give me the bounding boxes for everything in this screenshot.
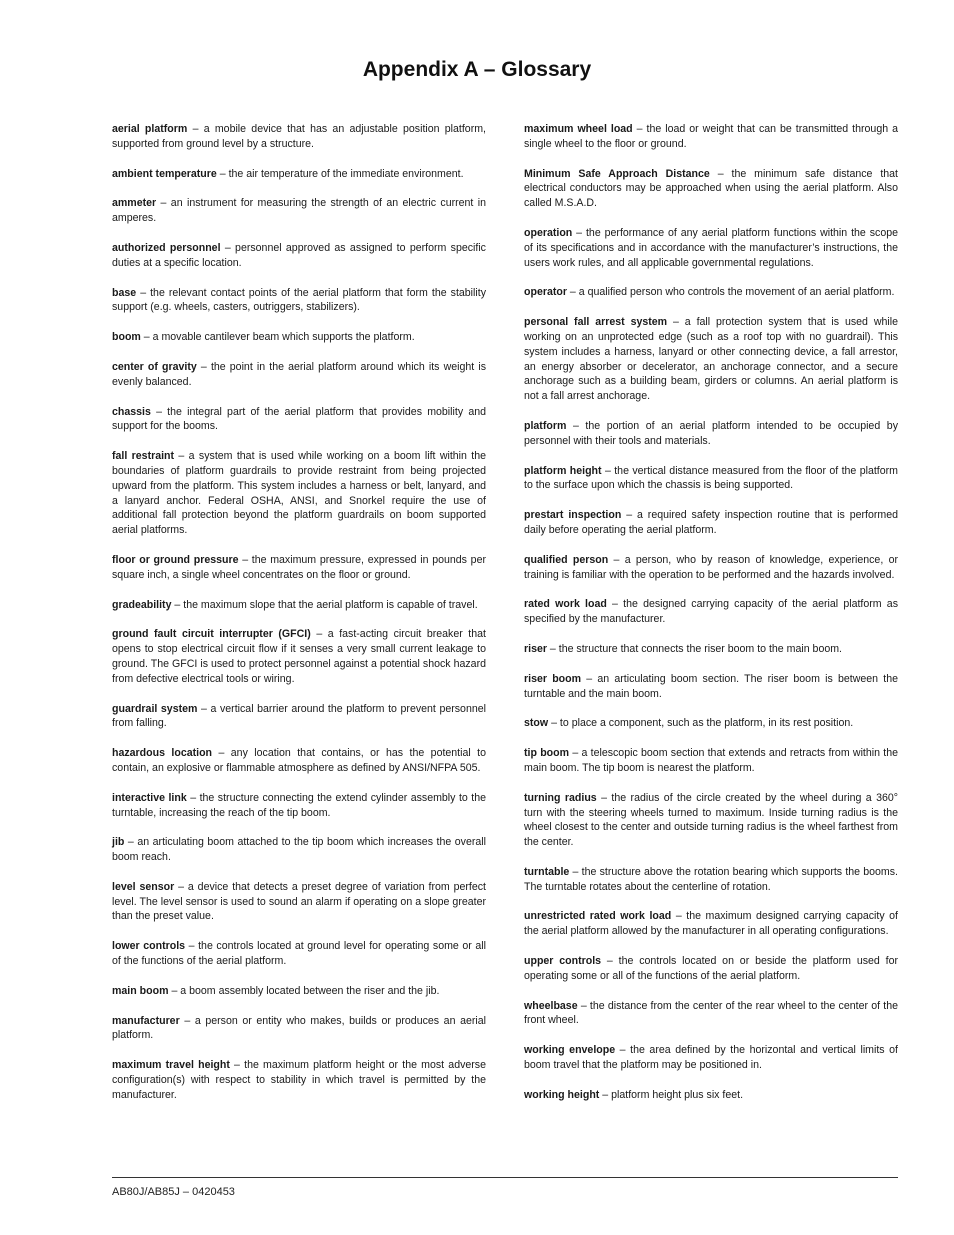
glossary-term: floor or ground pressure [112, 553, 239, 566]
glossary-definition: – platform height plus six feet. [599, 1088, 744, 1101]
glossary-definition: – the structure connecting the extend cylinder assembly to the turntable, increasing the reach of the tip boom. [112, 791, 486, 819]
glossary-entry [524, 464, 898, 494]
glossary-entry [524, 226, 898, 270]
glossary-left-column [112, 122, 486, 1118]
glossary-entry [112, 330, 486, 345]
glossary-entry [112, 1058, 486, 1102]
glossary-term: operation [524, 226, 573, 239]
glossary-term: maximum travel height [112, 1059, 230, 1072]
glossary-term: lower controls [112, 940, 186, 953]
glossary-definition: – a person or entity who makes, builds or produces an aerial platform. [112, 1014, 486, 1042]
glossary-entry [112, 122, 486, 152]
glossary-entry [524, 954, 898, 984]
glossary-definition: – the integral part of the aerial platform that provides mobility and support for the booms. [112, 405, 486, 433]
glossary-definition: – the controls located on or beside the platform used for operating some or all of the functions of the aerial platform. [524, 955, 899, 982]
glossary-definition: – the relevant contact points of the aerial platform that form the stability support (e.g. wheels, casters, outriggers, stabilizers). [112, 286, 486, 314]
glossary-entry [112, 880, 486, 924]
glossary-definition: – the maximum pressure, expressed in pounds per square inch, a single wheel concentrates on the floor or ground. [112, 553, 486, 581]
glossary-term: tip boom [524, 747, 570, 760]
glossary-term: ambient temperature [112, 167, 217, 180]
glossary-entry [524, 122, 898, 152]
glossary-definition: – an instrument for measuring the strength of an electric current in amperes. [112, 197, 486, 225]
glossary-entry [524, 642, 898, 657]
glossary-definition: – a system that is used while working on a boom lift within the boundaries of platform guardrails to provide restraint from being projected upward from the platform. This system includes a harness or belt, lanyard, and a lanyard anchor. Federal OSHA, ANSI, and Snorkel require the use of additional fall protection beyond the platform guardrails on boom supported aerial platforms. [112, 450, 486, 537]
glossary-entry [112, 405, 486, 435]
glossary-definition: – the maximum designed carrying capacity of the aerial platform allowed by the manufacturer in all operating configurations. [524, 910, 898, 938]
glossary-definition: – a person, who by reason of knowledge, experience, or training is familiar with the operation to be performed and the hazards involved. [524, 553, 898, 581]
glossary-entry [112, 196, 486, 226]
glossary-entry [112, 553, 486, 583]
glossary-entry [524, 909, 898, 939]
glossary-definition: – the minimum safe distance that electrical conductors may be approached when using the aerial platform. Also called M.S.A.D. [524, 167, 898, 210]
glossary-term: guardrail system [112, 702, 198, 715]
glossary-definition: – the vertical distance measured from the floor of the platform to the surface upon which the chassis is being supported. [524, 464, 898, 492]
glossary-term: gradeability [112, 598, 172, 611]
footer-divider [112, 1177, 898, 1178]
glossary-term: riser boom [524, 672, 582, 685]
glossary-term: Minimum Safe Approach Distance [524, 167, 710, 180]
glossary-definition: – a movable cantilever beam which supports the platform. [140, 331, 415, 344]
glossary-definition: – the air temperature of the immediate environment. [216, 167, 464, 180]
glossary-definition: – a boom assembly located between the riser and the jib. [168, 984, 440, 997]
glossary-definition: – a device that detects a preset degree of variation from perfect level. The level sensor is used to sound an alarm if operating on a slope greater than the preset value. [112, 880, 486, 923]
glossary-term: upper controls [524, 955, 602, 968]
glossary-entry [524, 672, 898, 702]
glossary-entry [112, 449, 486, 538]
glossary-entry [112, 241, 486, 271]
glossary-term: personal fall arrest system [524, 316, 668, 329]
glossary-entry [524, 167, 898, 211]
glossary-entry [112, 598, 486, 613]
glossary-entry [524, 315, 898, 404]
glossary-entry [524, 419, 898, 449]
glossary-definition: – the maximum slope that the aerial platform is capable of travel. [171, 598, 478, 611]
glossary-definition: – the area defined by the horizontal and vertical limits of boom travel that the platform may be positioned in. [524, 1044, 898, 1072]
glossary-term: chassis [112, 405, 151, 418]
glossary-term: ground fault circuit interrupter (GFCI) [112, 628, 311, 641]
glossary-definition: – the structure above the rotation bearing which supports the booms. The turntable rotates about the centerline of rotation. [524, 865, 898, 893]
glossary-definition: – a telescopic boom section that extends and retracts from within the main boom. The tip boom is nearest the platform. [524, 747, 898, 774]
glossary-term: boom [112, 331, 141, 344]
glossary-definition: – a required safety inspection routine that is performed daily before operating the aerial platform. [524, 509, 898, 536]
glossary-entry [524, 1043, 898, 1073]
glossary-term: operator [524, 286, 567, 299]
glossary-entry [524, 1088, 898, 1103]
glossary-term: interactive link [112, 791, 187, 804]
glossary-entry [524, 999, 898, 1029]
glossary-entry [112, 286, 486, 316]
glossary-definition: – any location that contains, or has the potential to contain, an explosive or flammable atmosphere as defined by ANSI/NFPA 505. [112, 747, 486, 774]
glossary-definition: – a fast-acting circuit breaker that opens to stop electrical circuit flow if it senses a very small current leakage to ground. The GFCI is used to protect personnel against a potential shock hazard from defective electrical tools or wiring. [112, 628, 486, 685]
glossary-entry [524, 285, 898, 300]
glossary-definition: – the maximum platform height or the most adverse configuration(s) with respect to stability in which travel is permitted by the manufacturer. [112, 1059, 486, 1101]
glossary-entry [112, 360, 486, 390]
glossary-definition: – to place a component, such as the platform, in its rest position. [548, 717, 854, 730]
glossary-term: rated work load [524, 598, 607, 611]
glossary-entry [112, 939, 486, 969]
glossary-entry [112, 167, 486, 182]
glossary-definition: – the performance of any aerial platform functions within the scope of its specifications and in accordance with the manufacturer’s instructions, the users work rules, and all applicable governmental regulations. [524, 226, 898, 269]
glossary-term: aerial platform [112, 123, 188, 135]
glossary-term: stow [524, 717, 549, 730]
glossary-definition: – a mobile device that has an adjustable position platform, supported from ground level by a structure. [112, 123, 486, 150]
glossary-term: authorized personnel [112, 241, 221, 254]
glossary-term: base [112, 286, 137, 299]
glossary-definition: – a qualified person who controls the movement of an aerial platform. [566, 286, 895, 299]
glossary-term: manufacturer [112, 1014, 180, 1027]
glossary-term: riser [524, 642, 547, 655]
glossary-term: platform [524, 419, 567, 432]
glossary-term: jib [112, 836, 125, 849]
glossary-term: prestart inspection [524, 509, 622, 522]
glossary-entry [524, 791, 898, 850]
glossary-term: ammeter [112, 197, 157, 210]
glossary-entry [112, 627, 486, 686]
glossary-term: working envelope [524, 1044, 616, 1057]
glossary-entry [112, 835, 486, 865]
glossary-definition: – the distance from the center of the rear wheel to the center of the front wheel. [524, 999, 898, 1027]
page-title: Appendix A – Glossary [362, 58, 592, 81]
glossary-definition: – the radius of the circle created by the wheel during a 360° turn with the steering wheels turned to maximum. Inside turning radius is the wheel closest to the center and outside turning radius is the wheel farthest from the center. [524, 791, 898, 849]
glossary-definition: – the structure that connects the riser boom to the main boom. [546, 642, 842, 655]
glossary-term: hazardous location [112, 747, 213, 760]
glossary-definition: – the point in the aerial platform around which its weight is evenly balanced. [112, 360, 486, 388]
glossary-term: fall restraint [112, 450, 175, 463]
glossary-definition: – a fall protection system that is used while working on an unprotected edge (such as a roof top with no guardrail). This system includes a harness, lanyard or other connecting device, a fall arrestor, an energy absorber or decelerator, an anchorage connector, and a secure anchorage such as a building beam, girders or columns. An aerial platform is not a fall arrest anchorage. [524, 316, 898, 403]
glossary-definition: – a vertical barrier around the platform to prevent personnel from falling. [112, 702, 486, 730]
glossary-term: level sensor [112, 880, 175, 893]
glossary-term: turntable [524, 865, 570, 878]
glossary-definition: – the portion of an aerial platform intended to be occupied by personnel with their tools and materials. [524, 419, 898, 447]
glossary-entry [524, 553, 898, 583]
glossary-term: unrestricted rated work load [524, 910, 672, 923]
glossary-entry [112, 791, 486, 821]
glossary-definition: – an articulating boom attached to the tip boom which increases the overall boom reach. [112, 836, 486, 864]
glossary-term: working height [524, 1088, 600, 1101]
glossary-term: wheelbase [524, 999, 578, 1012]
glossary-entry [112, 702, 486, 732]
glossary-definition: – personnel approved as assigned to perform specific duties at a specific location. [112, 241, 486, 269]
glossary-term: center of gravity [112, 360, 197, 373]
glossary-term: turning radius [524, 791, 597, 804]
glossary-definition: – the load or weight that can be transmitted through a single wheel to the floor or ground. [524, 123, 898, 150]
glossary-definition: – the designed carrying capacity of the aerial platform as specified by the manufacturer. [524, 598, 898, 626]
glossary-entry [524, 508, 898, 538]
glossary-term: qualified person [524, 553, 609, 566]
glossary-term: maximum wheel load [524, 123, 633, 135]
glossary-definition: – the controls located at ground level for operating some or all of the functions of the aerial platform. [112, 940, 486, 968]
glossary-term: main boom [112, 984, 169, 997]
page-footer: AB80J/AB85J – 0420453 [112, 1186, 235, 1198]
glossary-entry [524, 865, 898, 895]
glossary-definition: – an articulating boom section. The riser boom is between the turntable and the main boom. [524, 672, 898, 700]
glossary-term: platform height [524, 464, 602, 477]
glossary-entry [112, 984, 486, 999]
glossary-entry [524, 597, 898, 627]
glossary-entry [112, 1014, 486, 1044]
glossary-entry [112, 746, 486, 776]
glossary-entry [524, 746, 898, 776]
glossary-right-column [524, 122, 898, 1118]
glossary-entry [524, 716, 898, 731]
